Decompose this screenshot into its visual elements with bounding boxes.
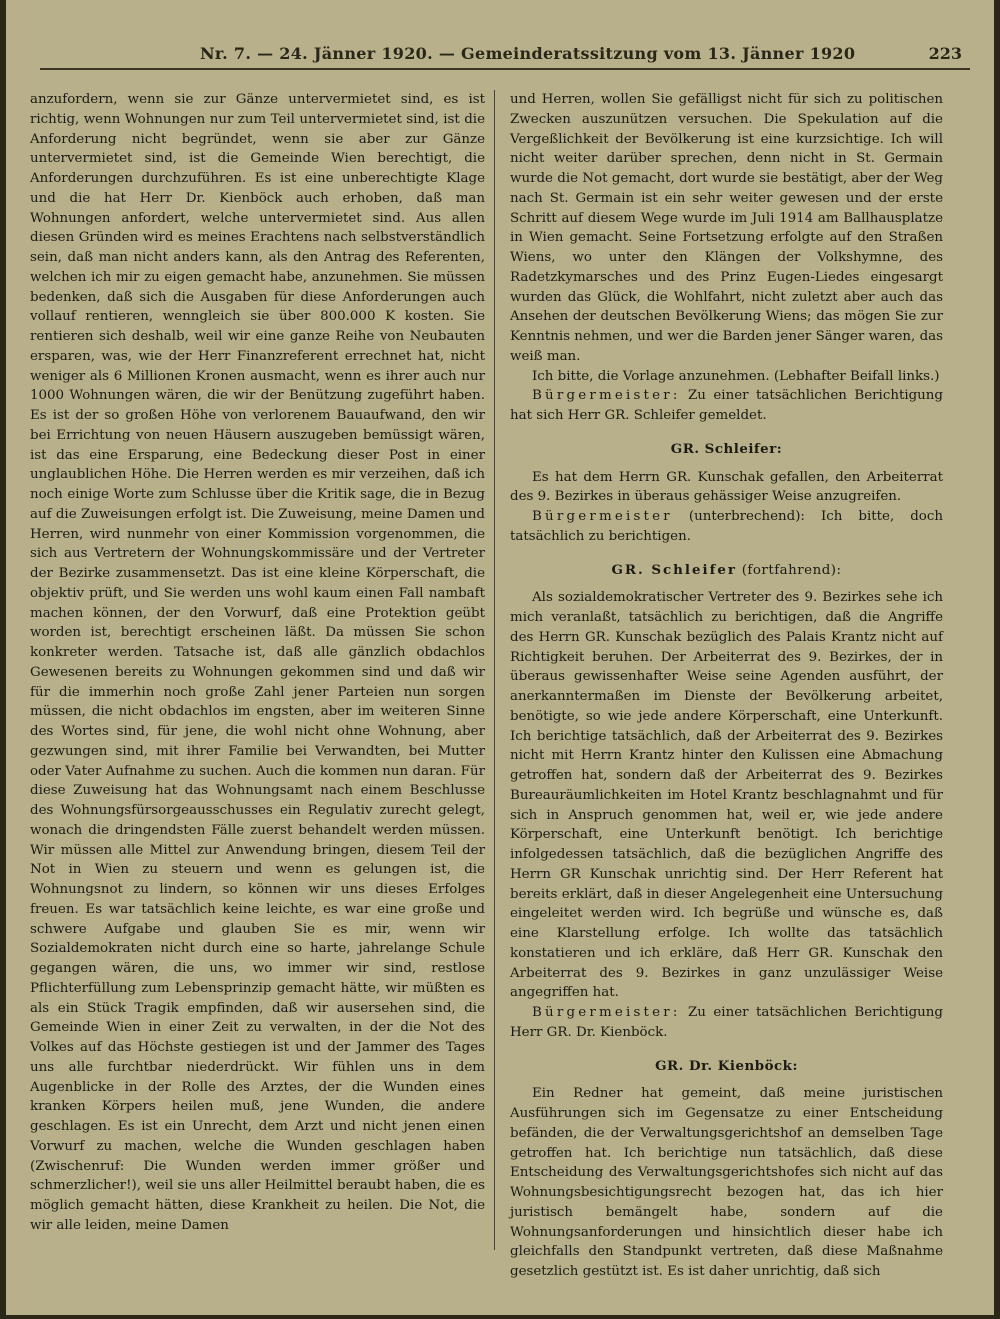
paragraph-mayor-3 bbox=[510, 1003, 943, 1043]
speaker-suffix: (fortfahrend): bbox=[736, 562, 842, 578]
page-header bbox=[40, 40, 970, 70]
left-column bbox=[30, 90, 485, 1260]
page-number: 223 bbox=[928, 44, 962, 63]
right-column bbox=[510, 90, 943, 1279]
mayor-statement: Zu einer tatsächlichen Berichtigung Herr GR. Dr. Kienböck. bbox=[510, 1005, 943, 1040]
paragraph-schleifer-1: Es hat dem Herrn GR. Kunschak gefallen, den Arbeiterrat des 9. Bezirkes in überaus gehässiger Weise anzugreifen. bbox=[510, 469, 943, 505]
paragraph-mayor-1 bbox=[510, 386, 943, 426]
speaker-name: GR. Schleifer bbox=[611, 561, 737, 578]
speaker-label: Bürgermeister: bbox=[532, 1005, 681, 1020]
speaker-heading-schleifer-continued bbox=[510, 561, 943, 581]
paragraph-mayor-2 bbox=[510, 507, 943, 547]
header-rule bbox=[40, 68, 970, 70]
mayor-statement: (unterbrechend): Ich bitte, doch tatsächlich zu berichtigen. bbox=[510, 509, 943, 544]
speaker-heading-schleifer: GR. Schleifer: bbox=[670, 440, 783, 457]
column-divider bbox=[494, 90, 495, 1250]
paragraph-schleifer-2: Als sozialdemokratischer Vertreter des 9. Bezirkes sehe ich mich veranlaßt, tatsächlich zu berichtigen, daß die Angriffe des Herrn GR. Kunschak bezüglich des Palais Krantz nicht auf Richtigkeit beruhen. Der Arbeiterrat des 9. Bezirkes, der in überaus gewissenhafter Weise seine Agenden ausführt, der anerkanntermaßen im Dienste der Bevölkerung arbeitet, benötigte, so wie jede andere Körperschaft, eine Unterkunft. Ich berichtige tatsächlich, daß der Arbeiterrat des 9. Bezirkes nicht mit Herrn Krantz hinter den Kulissen eine Abmachung getroffen hat, sondern daß der Arbeiterrat des 9. Bezirkes Bureauräumlichkeiten im Hotel Krantz beschlagnahmt und für sich in Anspruch genommen hat, weil er, wie jede andere Körperschaft, eine Unterkunft benötigt. Ich berichtige infolgedessen tatsächlich, daß die bezüglichen Angriffe des Herrn GR Kunschak unrichtig sind. Der Herr Referent hat bereits erklärt, daß in dieser Angelegenheit eine Untersuchung eingeleitet werden wird. Ich begrüße und wünsche es, daß eine Klarstellung erfolge. Ich wollte das tatsächlich konstatieren und ich erkläre, daß Herr GR. Kunschak den Arbeiterrat des 9. Bezirkes in ganz unzulässiger Weise angegriffen hat. bbox=[510, 590, 943, 1001]
speaker-heading-kienboeck: GR. Dr. Kienböck: bbox=[655, 1057, 798, 1074]
paragraph-kienboeck: Ein Redner hat gemeint, daß meine juristischen Ausführungen sich im Gegensatze zu einer Entscheidung befänden, die der Verwaltungsgerichtshof an demselben Tage getroffen hat. Ich berichtige nun tatsächlich, daß diese Entscheidung des Verwaltungsgerichtshofes sich nicht auf das Wohnungsbesichtigungsrecht bezogen hat, das ich hier juristisch bemängelt habe, sondern auf die Wohnungsanforderungen und hinsichtlich dieser habe ich gleichfalls den Standpunkt vertreten, daß diese Maßnahme gesetzlich gestützt ist. Es ist daher unrichtig, daß sich bbox=[510, 1086, 943, 1279]
header-title: Nr. 7. — 24. Jänner 1920. — Gemeinderatssitzung vom 13. Jänner 1920 bbox=[200, 44, 856, 63]
speaker-label: Bürgermeister: bbox=[532, 388, 681, 404]
paragraph-request-vote: Ich bitte, die Vorlage anzunehmen. (Lebhafter Beifall links.) bbox=[532, 368, 940, 384]
left-column-text: anzufordern, wenn sie zur Gänze untervermietet sind, es ist richtig, wenn Wohnungen nur zum Teil untervermietet sind, ist die Anforderung nicht begründet, wenn sie aber zur Gänze untervermietet sind, ist die Gemeinde Wien berechtigt, die Anforderungen durchzuführen. Es ist eine unberechtigte Klage und die hat Herr Dr. Kienböck auch erhoben, daß man Wohnungen anfordert, welche untervermietet sind. Aus allen diesen Gründen wird es meines Erachtens nach selbstverständlich sein, daß man nicht anders kann, als den Antrag des Referenten, welchen ich mir zu eigen gemacht habe, anzunehmen. Sie müssen bedenken, daß sich die Ausgaben für diese Anforderungen auch vollauf rentieren, wenngleich sie über 800.000 K kosten. Sie rentieren sich deshalb, weil wir eine ganze Reihe von Neubauten ersparen, was, wie der Herr Finanzreferent errechnet hat, nicht weniger als 6 Millionen Kronen ausmacht, wenn es ihrer auch nur 1000 Wohnungen wären, die wir der Benützung zugeführt haben. Es ist der so großen Höhe von verlorenem Bauaufwand, den wir bei Errichtung von neuen Häusern auszugeben bemüssigt wären, ist das eine Ersparung, eine Bedeckung dieser Post in einer unglaublichen Höhe. Die Herren werden es mir verzeihen, daß ich noch einige Worte zum Schlusse über die Kritik sage, die in Bezug auf die Zuweisungen erfolgt ist. Die Zuweisung, meine Damen und Herren, wird nunmehr von einer Kommission vorgenommen, die sich aus Vertretern der Wohnungskommissäre und der Vertreter der Bezirke zusammensetzt. Das ist eine kleine Körperschaft, die objektiv prüft, und Sie werden uns wohl kaum einen Fall nambaft machen können, der den Vorwurf, daß eine Protektion geübt worden ist, berechtigt erscheinen läßt. Da müssen Sie schon konkreter werden. Tatsache ist, daß alle gänzlich obdachlos Gewesenen bereits zu Wohnungen gekommen sind und daß wir für die immerhin noch große Zahl jener Parteien nun sorgen müssen, die nicht obdachlos im engsten, aber im weiteren Sinne des Wortes sind, für jene, die wohl nicht ohne Wohnung, aber gezwungen sind, mit ihrer Familie bei Verwandten, bei Mutter oder Vater Aufnahme zu suchen. Auch die kommen nun daran. Für diese Zuweisung hat das Wohnungsamt nach einem Beschlusse des Wohnungsfürsorgeausschusses ein Regulativ zurecht gelegt, wonach die dringendsten Fälle zuerst behandelt werden müssen. Wir müssen alle Mittel zur Anwendung bringen, diesem Teil der Not in Wien zu steuern und wenn es gelungen ist, die Wohnungsnot zu lindern, so können wir uns dieses Erfolges freuen. Es war tatsächlich keine leichte, es war eine große und schwere Aufgabe und glauben Sie es mir, wenn wir Sozialdemokraten nicht durch eine so harte, jahrelange Schule gegangen wären, die uns, wo immer wir sind, restlose Pflichterfüllung zum Lebensprinzip gemacht hätte, wir müßten es als ein Stück Tragik empfinden, daß wir ausersehen sind, die Gemeinde Wien in einer Zeit zu verwalten, in der die Not des Volkes auf das Höchste gestiegen ist und der Jammer des Tages uns alle furchtbar niederdrückt. Wir fühlen uns in dem Augenblicke in der Rolle des Arztes, der die Wunden eines kranken Körpers heilen muß, jene Wunden, die andere geschlagen. Es ist ein Unrecht, dem Arzt und nicht jenen einen Vorwurf zu machen, welche die Wunden geschlagen haben (Zwischenruf: Die Wunden werden immer größer und schmerzlicher!), weil sie uns aller Heilmittel beraubt haben, die es möglich gemacht hätten, diese Krankheit zu heilen. Die Not, die wir alle leiden, meine Damen bbox=[30, 92, 485, 1233]
speaker-label: Bürgermeister bbox=[532, 509, 673, 524]
mayor-statement: Zu einer tatsächlichen Berichtigung hat sich Herr GR. Schleifer gemeldet. bbox=[510, 388, 943, 423]
paragraph-closing-speech: und Herren, wollen Sie gefälligst nicht für sich zu politischen Zwecken auszunützen versuchen. Die Spekulation auf die Vergeßlichkeit der Bevölkerung ist eine kurzsichtige. Ich will nicht weiter darüber sprechen, denn nicht in St. Germain wurde die Not gemacht, dort wurde sie bestätigt, aber der Weg nach St. Germain ist ein sehr weiter gewesen und der erste Schritt auf diesem Wege wurde im Juli 1914 am Ballhausplatze in Wien gemacht. Seine Fortsetzung erfolgte auf den Straßen Wiens, wo unter den Klängen der Volkshymne, des Radetzkymarsches und des Prinz Eugen-Liedes eingesargt wurden das Glück, die Wohlfahrt, nicht zuletzt aber auch das Ansehen der deutschen Bevölkerung Wiens; das mögen Sie zur Kenntnis nehmen, und wer die Barden jener Sänger waren, das weiß man. bbox=[510, 92, 943, 364]
